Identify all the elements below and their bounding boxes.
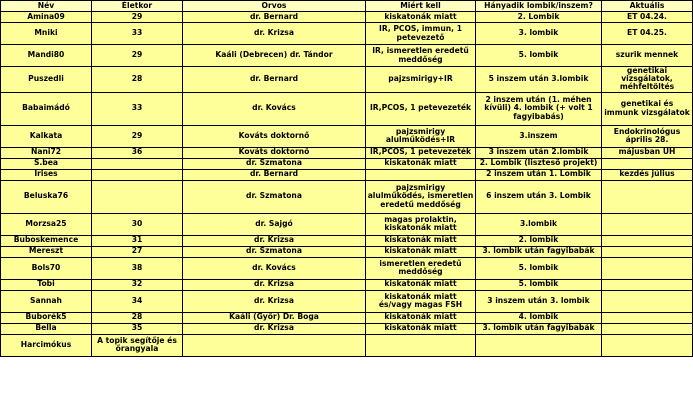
cell-age: 29 [92, 45, 183, 67]
cell-age [92, 169, 183, 180]
table-row [1, 67, 693, 93]
cell-doctor: dr. Szmatona [183, 180, 366, 213]
cell-doctor: dr. Bernard [183, 67, 366, 93]
cell-reason: pajzsmirigy alulműködés, ismeretlen eredetű meddőség [366, 180, 476, 213]
cell-reason: kiskatonák miatt [366, 12, 476, 23]
cell-reason [366, 169, 476, 180]
cell-reason: pajzsmirigy+IR [366, 67, 476, 93]
table-row [1, 312, 693, 323]
cell-round: 5. lombik [476, 257, 602, 279]
cell-reason: magas prolaktin, kiskatonák miatt [366, 213, 476, 235]
cell-current: ET 04.24. [602, 12, 693, 23]
header-current: Aktuális [602, 1, 693, 12]
cell-round: 2. lombik [476, 235, 602, 246]
cell-reason: kiskatonák miatt [366, 246, 476, 257]
cell-reason: IR, PCOS, immun, 1 petevezető [366, 23, 476, 45]
cell-name: Tobi [1, 279, 92, 290]
cell-current [602, 158, 693, 169]
table-row [1, 169, 693, 180]
table-row [1, 235, 693, 246]
cell-name: Nani72 [1, 147, 92, 158]
cell-age: 29 [92, 125, 183, 147]
cell-current [602, 323, 693, 334]
cell-name: Kalkata [1, 125, 92, 147]
cell-doctor: dr. Kovács [183, 257, 366, 279]
cell-name: Buborék5 [1, 312, 92, 323]
header-doctor: Orvos [183, 1, 366, 12]
cell-doctor: dr. Kovács [183, 92, 366, 125]
cell-age: 34 [92, 290, 183, 312]
cell-round: 6 inszem után 3. Lombik [476, 180, 602, 213]
cell-current [602, 257, 693, 279]
cell-name: Irises [1, 169, 92, 180]
cell-current [602, 180, 693, 213]
cell-reason: kiskatonák miatt és/vagy magas FSH [366, 290, 476, 312]
cell-age [92, 158, 183, 169]
cell-round: 5 inszem után 3.lombik [476, 67, 602, 93]
header-row [1, 1, 693, 12]
cell-current: ET 04.25. [602, 23, 693, 45]
cell-name: Beluska76 [1, 180, 92, 213]
cell-name: Morzsa25 [1, 213, 92, 235]
table-row [1, 147, 693, 158]
cell-round: 3. lombik után fagyibabák [476, 323, 602, 334]
header-reason: Miért kell [366, 1, 476, 12]
cell-doctor: Kováts doktornő [183, 147, 366, 158]
cell-round: 3 inszem után 3. lombik [476, 290, 602, 312]
table-row [1, 213, 693, 235]
cell-current [602, 334, 693, 356]
cell-age: 28 [92, 67, 183, 93]
cell-reason: kiskatonák miatt [366, 158, 476, 169]
cell-doctor: dr. Krizsa [183, 279, 366, 290]
cell-doctor: dr. Krizsa [183, 235, 366, 246]
cell-name: Mereszt [1, 246, 92, 257]
cell-doctor: dr. Krizsa [183, 23, 366, 45]
cell-age: 29 [92, 12, 183, 23]
cell-doctor: dr. Krizsa [183, 290, 366, 312]
cell-name: Harcimókus [1, 334, 92, 356]
cell-round: 2 inszem után 1. Lombik [476, 169, 602, 180]
cell-current: szurik mennek [602, 45, 693, 67]
cell-round: 3. lombik [476, 23, 602, 45]
cell-reason: IR,PCOS, 1 petevezeték [366, 147, 476, 158]
cell-doctor: dr. Sajgó [183, 213, 366, 235]
table-row [1, 158, 693, 169]
cell-current: genetikai és immunk vizsgálatok [602, 92, 693, 125]
cell-round: 3.inszem [476, 125, 602, 147]
cell-reason: IR,PCOS, 1 petevezeték [366, 92, 476, 125]
cell-reason: kiskatonák miatt [366, 235, 476, 246]
cell-current [602, 246, 693, 257]
cell-name: Mandi80 [1, 45, 92, 67]
cell-round: 5. lombik [476, 45, 602, 67]
cell-doctor: dr. Szmatona [183, 246, 366, 257]
cell-doctor: dr. Bernard [183, 169, 366, 180]
cell-round: 4. lombik [476, 312, 602, 323]
cell-age: 33 [92, 23, 183, 45]
cell-doctor: dr. Bernard [183, 12, 366, 23]
cell-current [602, 235, 693, 246]
cell-reason: kiskatonák miatt [366, 279, 476, 290]
table-row [1, 279, 693, 290]
header-round: Hányadik lombik/inszem? [476, 1, 602, 12]
table-row [1, 23, 693, 45]
cell-round: 3 inszem után 2.lombik [476, 147, 602, 158]
cell-name: Sannah [1, 290, 92, 312]
cell-age: 36 [92, 147, 183, 158]
table-row [1, 45, 693, 67]
table-row [1, 92, 693, 125]
cell-doctor: Kováts doktornő [183, 125, 366, 147]
cell-age: 31 [92, 235, 183, 246]
table-row [1, 323, 693, 334]
cell-name: Amina09 [1, 12, 92, 23]
cell-current: genetikai vizsgálatok, méhfeltöltés [602, 67, 693, 93]
table-row [1, 290, 693, 312]
cell-reason [366, 334, 476, 356]
cell-name: Babaimádó [1, 92, 92, 125]
table-row [1, 180, 693, 213]
cell-current [602, 213, 693, 235]
cell-current [602, 312, 693, 323]
cell-age: 27 [92, 246, 183, 257]
cell-age: 35 [92, 323, 183, 334]
cell-doctor: dr. Szmatona [183, 158, 366, 169]
cell-current: Endokrinológus április 28. [602, 125, 693, 147]
table-row [1, 334, 693, 356]
cell-reason: ismeretlen eredetű meddőség [366, 257, 476, 279]
cell-round: 2 inszem után (1. méhen kívüli) 4. lombik (+ volt 1 fagyibabás) [476, 92, 602, 125]
cell-age: 30 [92, 213, 183, 235]
table-row [1, 257, 693, 279]
cell-doctor: Kaáli (Debrecen) dr. Tándor [183, 45, 366, 67]
cell-reason: pajzsmirigy alulműködés+IR [366, 125, 476, 147]
cell-round: 3.lombik [476, 213, 602, 235]
cell-round [476, 334, 602, 356]
cell-name: Bols70 [1, 257, 92, 279]
cell-reason: kiskatonák miatt [366, 312, 476, 323]
cell-name: Buboskemence [1, 235, 92, 246]
cell-doctor: Kaáli (Győr) Dr. Boga [183, 312, 366, 323]
cell-current: májusban UH [602, 147, 693, 158]
cell-age: 33 [92, 92, 183, 125]
cell-round: 5. lombik [476, 279, 602, 290]
cell-current [602, 279, 693, 290]
header-age: Életkor [92, 1, 183, 12]
cell-doctor [183, 334, 366, 356]
cell-current [602, 290, 693, 312]
cell-reason: IR, ismeretlen eredetű meddőség [366, 45, 476, 67]
cell-age [92, 180, 183, 213]
header-name: Név [1, 1, 92, 12]
cell-doctor: dr. Krizsa [183, 323, 366, 334]
cell-age: 38 [92, 257, 183, 279]
table-row [1, 12, 693, 23]
table-row [1, 246, 693, 257]
cell-name: Mniki [1, 23, 92, 45]
cell-name: Puszedli [1, 67, 92, 93]
cell-age: A topik segítője és őrangyala [92, 334, 183, 356]
cell-current: kezdés július [602, 169, 693, 180]
cell-round: 2. Lombik [476, 12, 602, 23]
table-row [1, 125, 693, 147]
cell-name: Bella [1, 323, 92, 334]
cell-age: 28 [92, 312, 183, 323]
cell-round: 2. Lombik (lisztesö projekt) [476, 158, 602, 169]
cell-age: 32 [92, 279, 183, 290]
cell-name: S.bea [1, 158, 92, 169]
cell-reason: kiskatonák miatt [366, 323, 476, 334]
cell-round: 3. lombik után fagyibabák [476, 246, 602, 257]
